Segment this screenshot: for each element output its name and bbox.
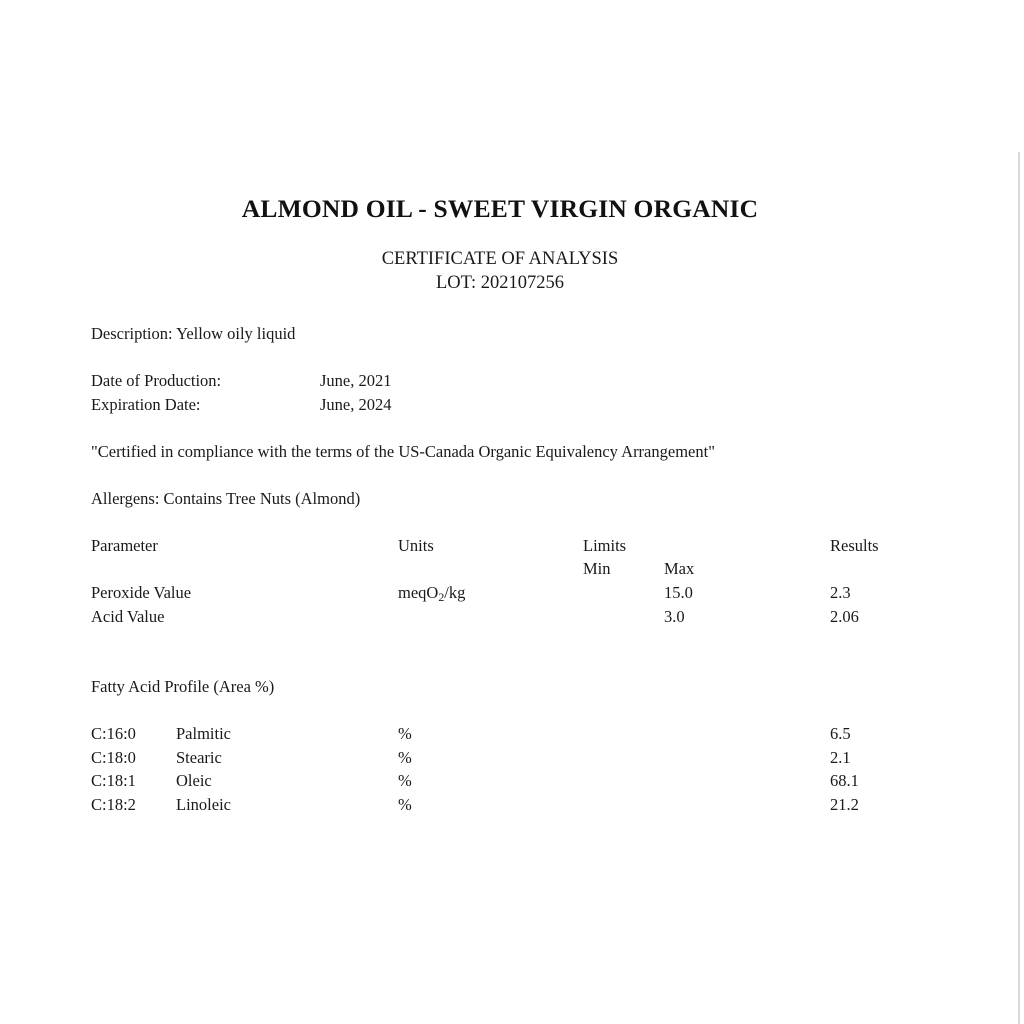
table-cell-result: 2.3 bbox=[830, 583, 851, 602]
scrollbar-track[interactable] bbox=[1018, 152, 1020, 1024]
table-cell-max: 3.0 bbox=[664, 607, 685, 626]
table-header-limits: Limits bbox=[583, 536, 627, 555]
expiration-date-label: Expiration Date: bbox=[91, 395, 201, 414]
table-cell-result: 2.06 bbox=[830, 607, 859, 626]
production-date-value: June, 2021 bbox=[320, 371, 392, 390]
units-prefix: meqO bbox=[398, 583, 439, 602]
fatty-acid-result: 2.1 bbox=[830, 748, 851, 767]
fatty-acid-units: % bbox=[398, 724, 412, 743]
fatty-acid-name: Stearic bbox=[176, 748, 222, 767]
page-title: ALMOND OIL - SWEET VIRGIN ORGANIC bbox=[241, 194, 759, 223]
description-line: Description: Yellow oily liquid bbox=[91, 324, 296, 343]
table-header-max: Max bbox=[664, 559, 695, 578]
expiration-date-value: June, 2024 bbox=[320, 395, 392, 414]
table-header-units: Units bbox=[398, 536, 434, 555]
certification-statement: "Certified in compliance with the terms of the US-Canada Organic Equivalency Arrangement" bbox=[91, 442, 715, 461]
table-header-parameter: Parameter bbox=[91, 536, 158, 555]
lot-number: LOT: 202107256 bbox=[435, 273, 565, 293]
fatty-acid-units: % bbox=[398, 771, 412, 790]
units-suffix: /kg bbox=[444, 583, 466, 602]
table-header-min: Min bbox=[583, 559, 611, 578]
fatty-acid-code: C:18:0 bbox=[91, 748, 136, 767]
fatty-acid-name: Palmitic bbox=[176, 724, 231, 743]
table-header-results: Results bbox=[830, 536, 879, 555]
document-subtitle: CERTIFICATE OF ANALYSIS bbox=[381, 249, 619, 269]
allergens-statement: Allergens: Contains Tree Nuts (Almond) bbox=[91, 489, 361, 508]
fatty-acid-units: % bbox=[398, 748, 412, 767]
production-date-label: Date of Production: bbox=[91, 371, 222, 390]
fatty-acid-result: 6.5 bbox=[830, 724, 851, 743]
fatty-acid-result: 68.1 bbox=[830, 771, 859, 790]
fatty-acid-name: Linoleic bbox=[176, 795, 231, 814]
fatty-acid-heading: Fatty Acid Profile (Area %) bbox=[91, 677, 275, 696]
fatty-acid-result: 21.2 bbox=[830, 795, 859, 814]
table-row: Peroxide Value bbox=[91, 583, 192, 602]
units-subscript: 2 bbox=[438, 589, 445, 604]
fatty-acid-name: Oleic bbox=[176, 771, 212, 790]
table-cell-units bbox=[398, 585, 465, 604]
fatty-acid-units: % bbox=[398, 795, 412, 814]
table-row: Acid Value bbox=[91, 607, 165, 626]
table-cell-max: 15.0 bbox=[664, 583, 693, 602]
fatty-acid-code: C:18:2 bbox=[91, 795, 136, 814]
fatty-acid-code: C:16:0 bbox=[91, 724, 136, 743]
fatty-acid-code: C:18:1 bbox=[91, 771, 136, 790]
